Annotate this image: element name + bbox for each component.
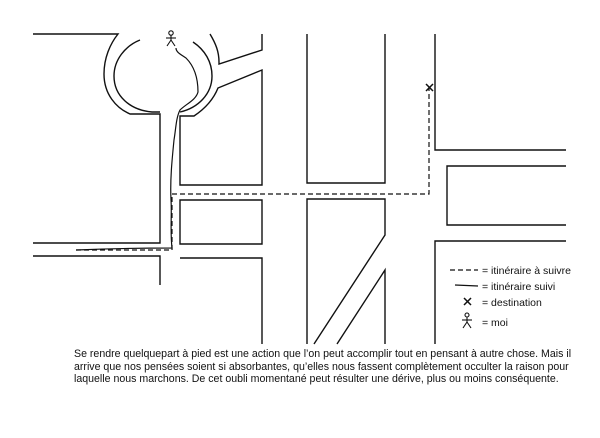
block-right-mid — [447, 166, 566, 225]
legend-followed-label: = itinéraire suivi — [482, 281, 556, 293]
block-bottom-center — [307, 199, 385, 344]
block-mid-left — [180, 200, 262, 244]
walking-person-icon — [166, 31, 176, 46]
block-bottom-left — [180, 258, 262, 344]
roundabout — [114, 40, 160, 112]
block-upper-center — [210, 34, 262, 64]
legend-self-label: = moi — [482, 317, 508, 329]
block-top-mid — [307, 34, 385, 183]
legend-destination-label: = destination — [482, 297, 542, 309]
legend-person-icon — [462, 313, 472, 328]
block-left-lower — [33, 256, 160, 285]
cross-marker-icon — [464, 298, 471, 305]
legend — [450, 265, 571, 329]
legend-followed-swatch — [455, 285, 478, 286]
block-center-west — [180, 70, 262, 185]
block-top-right — [435, 34, 566, 150]
block-left-upper — [33, 34, 160, 243]
block-bottom-mid-right — [337, 270, 385, 344]
planned-route — [76, 87, 429, 250]
caption: Se rendre quelquepart à pied est une action que l’on peut accomplir tout en pensant à autre chose. Mais il arrive que nos pensées soient si absorbantes, qu’elles nous fassent complètement occulter la raison pour laquelle nous marchons. De cet oubli momentané peut résulter une dérive, plus ou moins conséquente. — [74, 348, 572, 386]
legend-planned-label: = itinéraire à suivre — [482, 265, 571, 277]
